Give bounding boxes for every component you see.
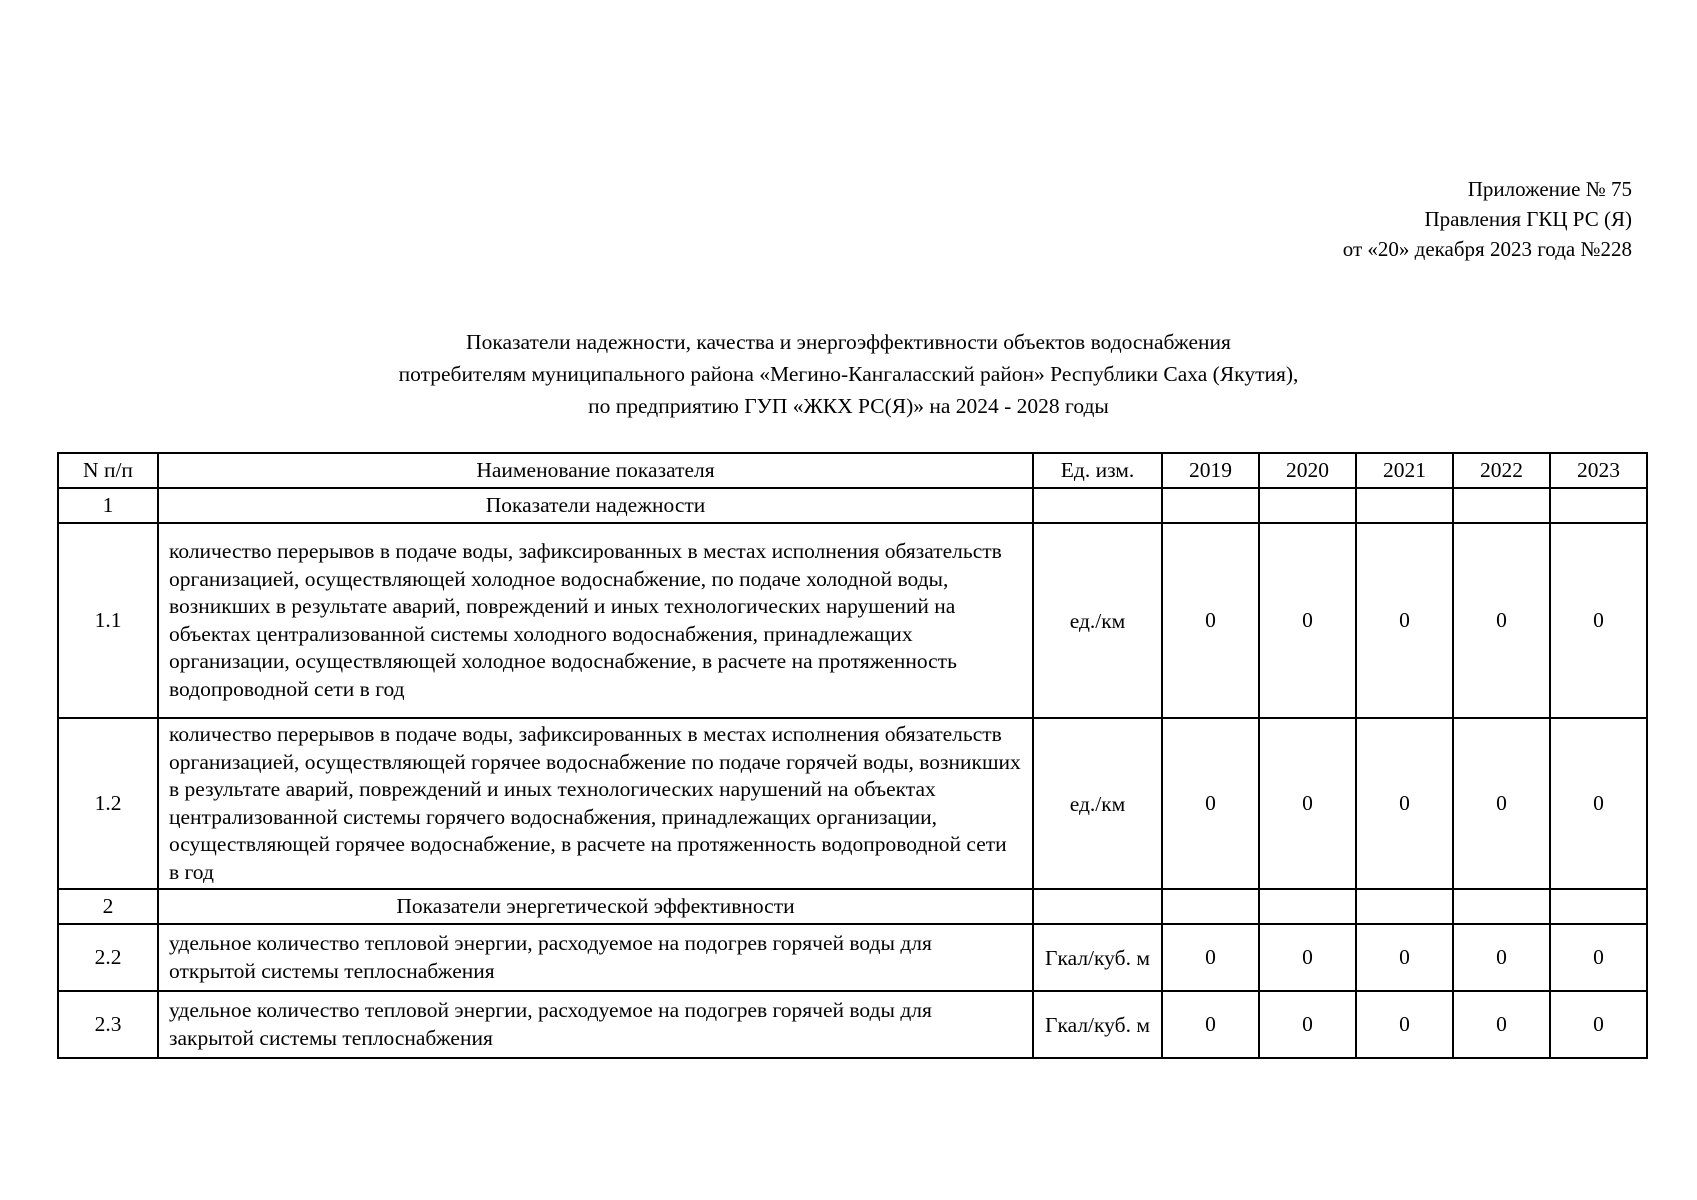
- value-2020: 0: [1259, 523, 1356, 718]
- value-2020: 0: [1259, 991, 1356, 1058]
- value-2019: 0: [1162, 718, 1259, 889]
- empty-cell: [1453, 488, 1550, 523]
- section-row-reliability: [58, 488, 1647, 523]
- section-num: 2: [58, 889, 158, 924]
- column-header-num: N п/п: [58, 453, 158, 488]
- empty-cell: [1259, 488, 1356, 523]
- row-num: 2.3: [58, 991, 158, 1058]
- column-header-2023: 2023: [1550, 453, 1647, 488]
- section-title: Показатели надежности: [158, 488, 1033, 523]
- empty-cell: [1162, 488, 1259, 523]
- value-2020: 0: [1259, 718, 1356, 889]
- value-2019: 0: [1162, 991, 1259, 1058]
- appendix-authority: Правления ГКЦ РС (Я): [1424, 207, 1632, 231]
- title-line-3: по предприятию ГУП «ЖКХ РС(Я)» на 2024 - 2028 годы: [588, 394, 1109, 418]
- column-header-2020: 2020: [1259, 453, 1356, 488]
- indicators-table: [57, 452, 1648, 1059]
- indicator-unit: ед./км: [1033, 718, 1162, 889]
- value-2019: 0: [1162, 523, 1259, 718]
- table-row: [58, 991, 1647, 1058]
- indicator-name: удельное количество тепловой энергии, расходуемое на подогрев горячей воды для открытой системы теплоснабжения: [158, 924, 1033, 991]
- empty-cell: [1162, 889, 1259, 924]
- value-2022: 0: [1453, 991, 1550, 1058]
- empty-cell: [1550, 889, 1647, 924]
- value-2023: 0: [1550, 924, 1647, 991]
- value-2022: 0: [1453, 523, 1550, 718]
- document-title: [0, 326, 1697, 422]
- value-2021: 0: [1356, 924, 1453, 991]
- indicator-name: количество перерывов в подаче воды, зафиксированных в местах исполнения обязательств организацией, осуществляющей холодное водоснабжение, по подаче холодной воды, возникших в результате аварий, повреждений и иных технологических нарушений на объектах централизованной системы холодного водоснабжения, принадлежащих организации, осуществляющей холодное водоснабжение, в расчете на протяженность водопроводной сети в год: [158, 523, 1033, 718]
- appendix-date: от «20» декабря 2023 года №228: [1342, 237, 1632, 261]
- table-header-row: [58, 453, 1647, 488]
- appendix-header: [1343, 174, 1632, 264]
- indicator-name: количество перерывов в подаче воды, зафиксированных в местах исполнения обязательств организацией, осуществляющей горячее водоснабжение по подаче горячей воды, возникших в результате аварий, повреждений и иных технологических нарушений на объектах централизованной системы горячего водоснабжения, принадлежащих организации, осуществляющей горячее водоснабжение, в расчете на протяженность водопроводной сети в год: [158, 718, 1033, 889]
- value-2020: 0: [1259, 924, 1356, 991]
- column-header-name: Наименование показателя: [158, 453, 1033, 488]
- column-header-2019: 2019: [1162, 453, 1259, 488]
- table-row: [58, 718, 1647, 889]
- value-2023: 0: [1550, 523, 1647, 718]
- title-line-1: Показатели надежности, качества и энергоэффективности объектов водоснабжения: [466, 330, 1231, 354]
- value-2021: 0: [1356, 991, 1453, 1058]
- column-header-2021: 2021: [1356, 453, 1453, 488]
- value-2019: 0: [1162, 924, 1259, 991]
- empty-cell: [1033, 889, 1162, 924]
- title-line-2: потребителям муниципального района «Мегино-Кангаласский район» Республики Саха (Якутия),: [398, 362, 1299, 386]
- indicator-unit: ед./км: [1033, 523, 1162, 718]
- value-2021: 0: [1356, 523, 1453, 718]
- value-2021: 0: [1356, 718, 1453, 889]
- table-row: [58, 924, 1647, 991]
- appendix-number: Приложение № 75: [1467, 177, 1632, 201]
- row-num: 2.2: [58, 924, 158, 991]
- empty-cell: [1453, 889, 1550, 924]
- empty-cell: [1356, 889, 1453, 924]
- value-2022: 0: [1453, 924, 1550, 991]
- section-title: Показатели энергетической эффективности: [158, 889, 1033, 924]
- value-2023: 0: [1550, 991, 1647, 1058]
- value-2022: 0: [1453, 718, 1550, 889]
- empty-cell: [1259, 889, 1356, 924]
- table-row: [58, 523, 1647, 718]
- column-header-unit: Ед. изм.: [1033, 453, 1162, 488]
- value-2023: 0: [1550, 718, 1647, 889]
- empty-cell: [1550, 488, 1647, 523]
- section-num: 1: [58, 488, 158, 523]
- indicator-unit: Гкал/куб. м: [1033, 924, 1162, 991]
- indicator-unit: Гкал/куб. м: [1033, 991, 1162, 1058]
- empty-cell: [1033, 488, 1162, 523]
- row-num: 1.2: [58, 718, 158, 889]
- indicator-name: удельное количество тепловой энергии, расходуемое на подогрев горячей воды для закрытой системы теплоснабжения: [158, 991, 1033, 1058]
- row-num: 1.1: [58, 523, 158, 718]
- empty-cell: [1356, 488, 1453, 523]
- section-row-energy-efficiency: [58, 889, 1647, 924]
- column-header-2022: 2022: [1453, 453, 1550, 488]
